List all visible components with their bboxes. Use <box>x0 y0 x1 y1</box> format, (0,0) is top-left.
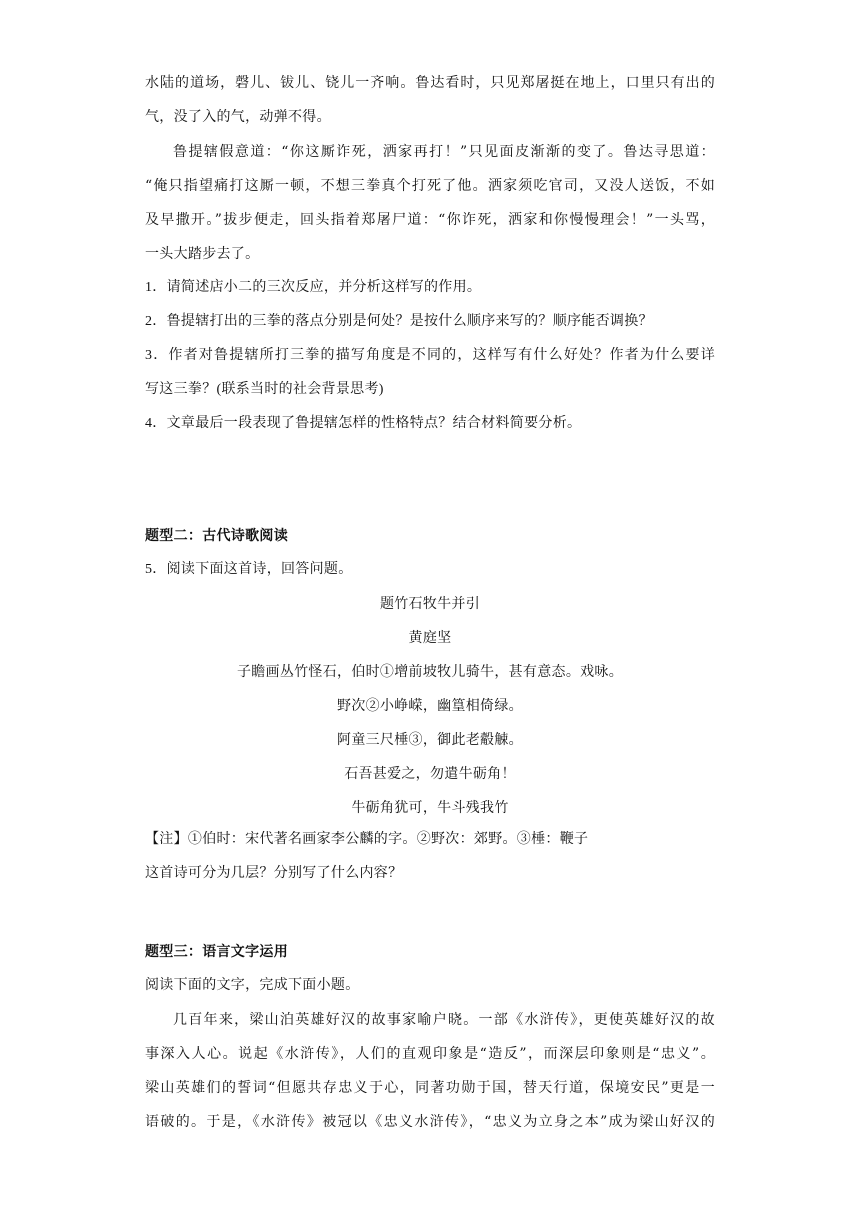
question-1: 1．请简述店小二的三次反应，并分析这样写的作用。 <box>145 280 482 295</box>
question-3: 3．作者对鲁提辖所打三拳的描写角度是不同的，这样写有什么好处？作者为什么要详 <box>145 348 715 363</box>
poem-preface: 子瞻画丛竹怪石，伯时①增前坡牧儿骑牛，甚有意态。戏咏。 <box>236 664 624 680</box>
section-heading: 题型三：语言文字运用 <box>145 944 288 960</box>
poem-note: 【注】①伯时：宋代著名画家李公麟的字。②野次：郊野。③棰：鞭子 <box>145 832 589 847</box>
passage-line: 鲁提辖假意道：“你这厮诈死，洒家再打！”只见面皮渐渐的变了。鲁达寻思道： <box>173 144 715 160</box>
paragraph-line: 事深入人心。说起《水浒传》，人们的直观印象是“造反”，而深层印象则是“忠义”。 <box>145 1046 715 1062</box>
poem-line: 牛砺角犹可，牛斗残我竹 <box>351 800 509 816</box>
poem-line: 野次②小峥嵘，幽篁相倚绿。 <box>337 698 523 714</box>
poem-author: 黄庭坚 <box>408 630 452 646</box>
question-2: 2．鲁提辖打出的三拳的落点分别是何处？是按什么顺序来写的？顺序能否调换？ <box>145 314 653 329</box>
passage-line: 气，没了入的气，动弹不得。 <box>145 109 331 125</box>
poem-line: 阿童三尺棰③，御此老觳觫。 <box>337 732 523 748</box>
passage-line: “俺只指望痛打这厮一顿，不想三拳真个打死了他。洒家须吃官司，又没人送饭，不如 <box>145 178 715 194</box>
section3-prompt: 阅读下面的文字，完成下面小题。 <box>145 978 360 993</box>
question-5-prompt: 5．阅读下面这首诗，回答问题。 <box>145 562 353 577</box>
passage-line: 一头大踏步去了。 <box>145 246 260 262</box>
section-heading: 题型二：古代诗歌阅读 <box>145 528 288 544</box>
passage-line: 水陆的道场，磬儿、钹儿、铙儿一齐响。鲁达看时，只见郑屠挺在地上，口里只有出的 <box>145 75 715 91</box>
paragraph-line: 语破的。于是，《水浒传》被冠以《忠义水浒传》，“忠义为立身之本”成为梁山好汉的 <box>145 1114 715 1130</box>
poem-line: 石吾甚爱之，勿遣牛砺角！ <box>344 766 516 782</box>
poem-title: 题竹石牧牛并引 <box>379 596 481 612</box>
question-3-cont: 写这三拳？(联系当时的社会背景思考) <box>145 382 384 397</box>
paragraph-line: 几百年来，梁山泊英雄好汉的故事家喻户晓。一部《水浒传》，更使英雄好汉的故 <box>173 1012 715 1028</box>
passage-line: 及早撒开。”拔步便走，回头指着郑屠尸道：“你诈死，洒家和你慢慢理会！”一头骂， <box>145 212 715 228</box>
paragraph-line: 梁山英雄们的誓词“但愿共存忠义于心，同著功勋于国，替天行道，保境安民”更是一 <box>145 1080 715 1096</box>
poem-question: 这首诗可分为几层？分别写了什么内容？ <box>145 866 403 881</box>
question-4: 4．文章最后一段表现了鲁提辖怎样的性格特点？结合材料简要分析。 <box>145 416 582 431</box>
